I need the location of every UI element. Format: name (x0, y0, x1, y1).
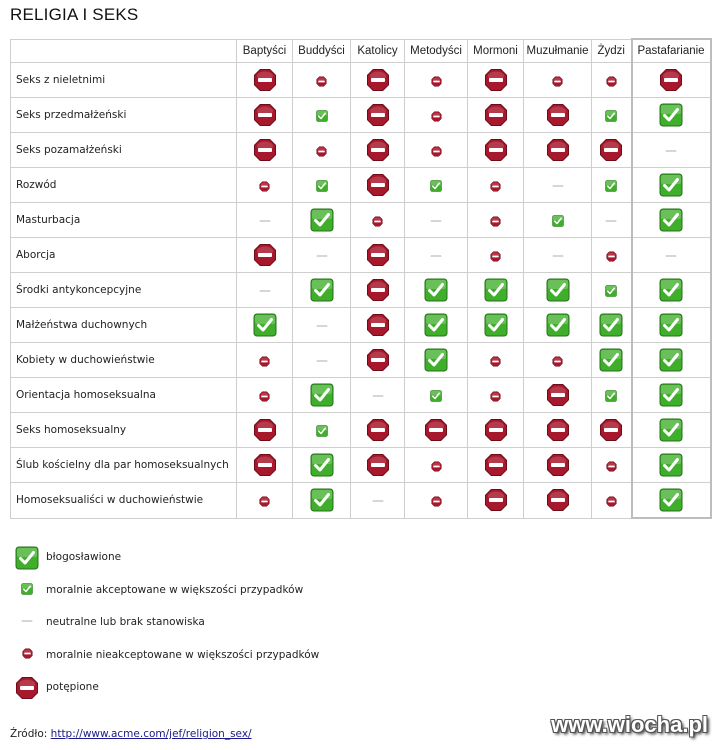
stance-cell (592, 413, 632, 448)
condemned-icon (366, 313, 390, 337)
source-link[interactable]: http://www.acme.com/jef/religion_sex/ (50, 728, 252, 740)
unacceptable-icon (372, 216, 383, 227)
neutral-icon (316, 355, 328, 367)
stance-cell (468, 343, 524, 378)
blessed-icon (659, 278, 683, 302)
condemned-icon (424, 418, 448, 442)
row-label: Homoseksualiści w duchowieństwie (11, 483, 237, 519)
stance-cell (524, 378, 592, 413)
blessed-icon (659, 488, 683, 512)
stance-cell (293, 378, 351, 413)
condemned-icon (546, 418, 570, 442)
stance-cell (351, 63, 405, 98)
blessed-icon (310, 453, 334, 477)
legend-symbol (14, 545, 40, 571)
stance-cell (293, 238, 351, 273)
column-header-pastafarianie: Pastafarianie (632, 39, 711, 63)
legend-symbol (14, 643, 40, 669)
blessed-icon (659, 418, 683, 442)
table-header (11, 39, 711, 63)
condemned-icon (659, 68, 683, 92)
condemned-icon (599, 418, 623, 442)
stance-cell (468, 413, 524, 448)
religion-table (10, 38, 712, 519)
stance-cell (293, 168, 351, 203)
unacceptable-icon (316, 146, 327, 157)
stance-cell (405, 448, 468, 483)
neutral-icon (372, 495, 384, 507)
legend-label: potępione (46, 681, 99, 693)
column-header-katolicy: Katolicy (351, 39, 405, 63)
stance-cell (237, 308, 293, 343)
accepted-icon (552, 215, 564, 227)
blessed-icon (310, 208, 334, 232)
stance-cell (237, 63, 293, 98)
stance-cell (237, 133, 293, 168)
unacceptable-icon (552, 356, 563, 367)
accepted-icon (316, 110, 328, 122)
unacceptable-icon (606, 461, 617, 472)
stance-cell (351, 168, 405, 203)
neutral-icon (316, 250, 328, 262)
blessed-icon (599, 348, 623, 372)
stance-cell (592, 238, 632, 273)
stance-cell (405, 308, 468, 343)
stance-cell (524, 413, 592, 448)
stance-cell (592, 343, 632, 378)
accepted-icon (430, 390, 442, 402)
unacceptable-icon (490, 216, 501, 227)
neutral-icon (21, 615, 33, 627)
stance-cell (293, 308, 351, 343)
stance-cell (405, 168, 468, 203)
unacceptable-icon (490, 181, 501, 192)
stance-cell (293, 343, 351, 378)
unacceptable-icon (431, 496, 442, 507)
neutral-icon (552, 250, 564, 262)
header-corner (11, 39, 237, 63)
row-label: Aborcja (11, 238, 237, 273)
table-row (11, 98, 711, 133)
condemned-icon (484, 138, 508, 162)
stance-cell (351, 203, 405, 238)
stance-cell (293, 273, 351, 308)
neutral-icon (430, 250, 442, 262)
stance-cell (524, 273, 592, 308)
condemned-icon (484, 488, 508, 512)
neutral-icon (259, 215, 271, 227)
row-label: Orientacja homoseksualna (11, 378, 237, 413)
source-line (10, 728, 252, 740)
stance-cell (524, 63, 592, 98)
unacceptable-icon (431, 76, 442, 87)
stance-cell (468, 448, 524, 483)
stance-cell (632, 238, 711, 273)
stance-cell (237, 343, 293, 378)
accepted-icon (605, 110, 617, 122)
legend-item (14, 675, 434, 701)
condemned-icon (546, 488, 570, 512)
blessed-icon (424, 313, 448, 337)
table-row (11, 378, 711, 413)
stance-cell (293, 413, 351, 448)
legend-label: neutralne lub brak stanowiska (46, 616, 205, 628)
stance-cell (237, 413, 293, 448)
table-row (11, 63, 711, 98)
stance-cell (237, 98, 293, 133)
legend-label: moralnie akceptowane w większości przypadków (46, 583, 304, 596)
legend-label: moralnie nieakceptowane w większości przypadków (46, 648, 320, 661)
stance-cell (592, 378, 632, 413)
blessed-icon (424, 278, 448, 302)
condemned-icon (546, 103, 570, 127)
stance-cell (405, 238, 468, 273)
blessed-icon (659, 173, 683, 197)
stance-cell (632, 273, 711, 308)
stance-cell (632, 203, 711, 238)
unacceptable-icon (259, 496, 270, 507)
neutral-icon (605, 215, 617, 227)
column-header-metodysci: Metodyści (405, 39, 468, 63)
unacceptable-icon (552, 76, 563, 87)
stance-cell (351, 133, 405, 168)
row-label: Małżeństwa duchownych (11, 308, 237, 343)
blessed-icon (424, 348, 448, 372)
unacceptable-icon (490, 251, 501, 262)
page-title: RELIGIA I SEKS (10, 5, 139, 24)
legend-symbol (14, 610, 40, 636)
stance-cell (405, 273, 468, 308)
stance-cell (468, 483, 524, 519)
source-label: Źródło: (10, 728, 48, 740)
unacceptable-icon (431, 461, 442, 472)
condemned-icon (366, 103, 390, 127)
stance-cell (351, 308, 405, 343)
accepted-icon (605, 390, 617, 402)
legend-symbol (14, 675, 40, 701)
stance-cell (351, 378, 405, 413)
table-row (11, 413, 711, 448)
stance-cell (405, 343, 468, 378)
table-row (11, 273, 711, 308)
stance-cell (468, 238, 524, 273)
condemned-icon (484, 103, 508, 127)
stance-cell (632, 98, 711, 133)
condemned-icon (366, 138, 390, 162)
stance-cell (632, 133, 711, 168)
column-header-buddysci: Buddyści (293, 39, 351, 63)
stance-cell (351, 448, 405, 483)
accepted-icon (316, 180, 328, 192)
stance-cell (592, 483, 632, 519)
stance-cell (468, 168, 524, 203)
neutral-icon (372, 390, 384, 402)
accepted-icon (605, 285, 617, 297)
condemned-icon (253, 68, 277, 92)
stance-cell (524, 448, 592, 483)
column-header-zydzi: Żydzi (592, 39, 632, 63)
stance-cell (237, 483, 293, 519)
unacceptable-icon (259, 181, 270, 192)
unacceptable-icon (259, 356, 270, 367)
neutral-icon (665, 250, 677, 262)
unacceptable-icon (259, 391, 270, 402)
stance-cell (468, 378, 524, 413)
stance-cell (524, 203, 592, 238)
stance-cell (468, 273, 524, 308)
condemned-icon (599, 138, 623, 162)
stance-cell (237, 238, 293, 273)
stance-cell (405, 203, 468, 238)
blessed-icon (659, 103, 683, 127)
blessed-icon (15, 546, 39, 570)
unacceptable-icon (490, 391, 501, 402)
stance-cell (237, 168, 293, 203)
stance-cell (293, 448, 351, 483)
stance-cell (405, 98, 468, 133)
condemned-icon (546, 453, 570, 477)
condemned-icon (253, 103, 277, 127)
condemned-icon (366, 68, 390, 92)
legend-item (14, 610, 434, 636)
table-row (11, 203, 711, 238)
stance-cell (237, 378, 293, 413)
stance-cell (293, 133, 351, 168)
blessed-icon (310, 278, 334, 302)
blessed-icon (599, 313, 623, 337)
condemned-icon (484, 418, 508, 442)
stance-cell (592, 448, 632, 483)
row-label: Kobiety w duchowieństwie (11, 343, 237, 378)
table-row (11, 238, 711, 273)
neutral-icon (430, 215, 442, 227)
legend-item (14, 545, 434, 571)
table-row (11, 343, 711, 378)
column-header-baptysci: Baptyści (237, 39, 293, 63)
stance-cell (524, 343, 592, 378)
stance-cell (524, 308, 592, 343)
unacceptable-icon (22, 648, 33, 659)
stance-cell (524, 133, 592, 168)
accepted-icon (430, 180, 442, 192)
stance-cell (632, 378, 711, 413)
stance-cell (524, 168, 592, 203)
column-header-mormoni: Mormoni (468, 39, 524, 63)
unacceptable-icon (606, 76, 617, 87)
unacceptable-icon (606, 496, 617, 507)
table-row (11, 308, 711, 343)
legend-label: błogosławione (46, 551, 122, 563)
stance-cell (293, 203, 351, 238)
table-body (11, 63, 711, 519)
legend-item (14, 578, 434, 604)
neutral-icon (259, 285, 271, 297)
condemned-icon (484, 68, 508, 92)
stance-cell (351, 413, 405, 448)
stance-cell (405, 378, 468, 413)
stance-cell (468, 133, 524, 168)
stance-cell (351, 483, 405, 519)
stance-cell (405, 133, 468, 168)
table-row (11, 133, 711, 168)
stance-cell (524, 238, 592, 273)
stance-cell (632, 483, 711, 519)
blessed-icon (659, 208, 683, 232)
row-label: Rozwód (11, 168, 237, 203)
watermark: www.wiocha.pl (551, 712, 708, 737)
unacceptable-icon (431, 111, 442, 122)
stance-cell (468, 203, 524, 238)
condemned-icon (253, 243, 277, 267)
unacceptable-icon (431, 146, 442, 157)
stance-cell (632, 168, 711, 203)
row-label: Środki antykoncepcyjne (11, 273, 237, 308)
stance-cell (632, 343, 711, 378)
blessed-icon (546, 278, 570, 302)
table-row (11, 448, 711, 483)
unacceptable-icon (490, 356, 501, 367)
stance-cell (632, 413, 711, 448)
stance-cell (632, 63, 711, 98)
blessed-icon (484, 313, 508, 337)
blessed-icon (546, 313, 570, 337)
condemned-icon (366, 278, 390, 302)
stance-cell (632, 308, 711, 343)
unacceptable-icon (606, 251, 617, 262)
condemned-icon (366, 243, 390, 267)
condemned-icon (366, 453, 390, 477)
condemned-icon (366, 418, 390, 442)
stance-cell (468, 63, 524, 98)
stance-cell (351, 273, 405, 308)
stance-cell (405, 63, 468, 98)
stance-cell (405, 483, 468, 519)
table-row (11, 168, 711, 203)
blessed-icon (659, 313, 683, 337)
stance-cell (237, 273, 293, 308)
condemned-icon (484, 453, 508, 477)
legend-symbol (14, 578, 40, 604)
column-header-muzulmanie: Muzułmanie (524, 39, 592, 63)
neutral-icon (665, 145, 677, 157)
blessed-icon (659, 383, 683, 407)
row-label: Seks przedmałżeński (11, 98, 237, 133)
row-label: Seks homoseksualny (11, 413, 237, 448)
stance-cell (592, 63, 632, 98)
stance-cell (293, 98, 351, 133)
row-label: Masturbacja (11, 203, 237, 238)
condemned-icon (253, 418, 277, 442)
stance-cell (351, 98, 405, 133)
row-label: Seks z nieletnimi (11, 63, 237, 98)
neutral-icon (552, 180, 564, 192)
stance-cell (592, 203, 632, 238)
blessed-icon (484, 278, 508, 302)
condemned-icon (366, 173, 390, 197)
condemned-icon (253, 453, 277, 477)
stance-cell (632, 448, 711, 483)
stance-cell (405, 413, 468, 448)
row-label: Seks pozamałżeński (11, 133, 237, 168)
condemned-icon (546, 383, 570, 407)
blessed-icon (659, 453, 683, 477)
table-row (11, 483, 711, 519)
stance-cell (524, 98, 592, 133)
stance-cell (351, 238, 405, 273)
stance-cell (293, 63, 351, 98)
condemned-icon (366, 348, 390, 372)
row-label: Ślub kościelny dla par homoseksualnych (11, 448, 237, 483)
blessed-icon (310, 383, 334, 407)
condemned-icon (546, 138, 570, 162)
blessed-icon (253, 313, 277, 337)
stance-cell (592, 273, 632, 308)
stance-cell (592, 133, 632, 168)
stance-cell (351, 343, 405, 378)
accepted-icon (605, 180, 617, 192)
stance-cell (237, 203, 293, 238)
stance-cell (592, 168, 632, 203)
stance-cell (592, 98, 632, 133)
condemned-icon (15, 676, 39, 700)
stance-cell (237, 448, 293, 483)
stance-cell (468, 98, 524, 133)
neutral-icon (316, 320, 328, 332)
accepted-icon (21, 583, 33, 595)
legend-item (14, 643, 434, 669)
stance-cell (592, 308, 632, 343)
condemned-icon (253, 138, 277, 162)
stance-cell (524, 483, 592, 519)
accepted-icon (316, 425, 328, 437)
stance-cell (293, 483, 351, 519)
blessed-icon (659, 348, 683, 372)
unacceptable-icon (316, 76, 327, 87)
blessed-icon (310, 488, 334, 512)
stance-cell (468, 308, 524, 343)
